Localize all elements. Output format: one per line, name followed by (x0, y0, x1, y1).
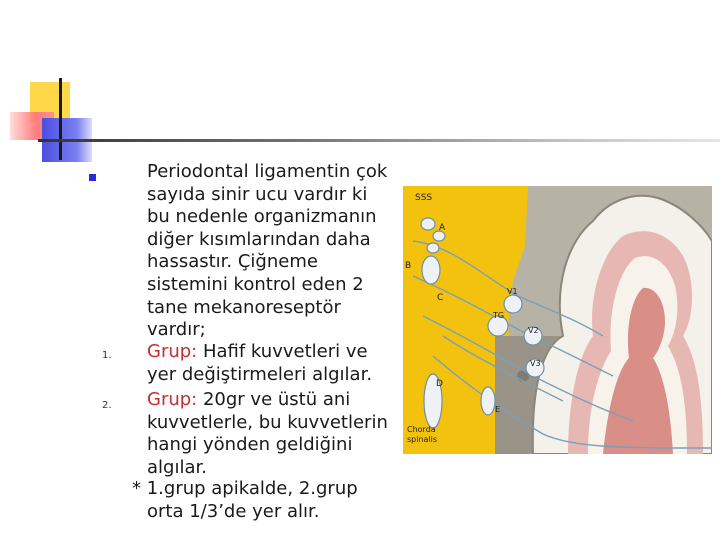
label-spinalis: spinalis (407, 435, 438, 444)
intro-line: sayıda sinir ucu vardır ki (147, 183, 368, 205)
intro-line: tane mekanoreseptör (147, 296, 341, 318)
decor-horizontal-rule (38, 139, 720, 142)
label-v1: V1 (507, 287, 518, 296)
group-label: Grup: (147, 341, 198, 362)
item-2-cont: kuvvetlerle, bu kuvvetlerin (147, 411, 388, 433)
label-tg: TG (493, 311, 505, 320)
label-b: B (405, 261, 412, 271)
intro-line: vardır; (147, 319, 206, 341)
label-sss: SSS (415, 193, 433, 203)
item-2-text: 20gr ve üstü ani (197, 389, 351, 410)
list-number-2: 2. (102, 400, 112, 411)
footnote-line: * 1.grup apikalde, 2.grup (132, 478, 358, 499)
intro-line: hassastır. Çiğneme (147, 251, 318, 273)
item-2-cont: algılar. (147, 456, 207, 478)
v1-node-icon (504, 295, 522, 313)
group-label: Grup: (147, 389, 198, 410)
intro-line: Periodontal ligamentin çok (147, 161, 388, 182)
label-e: E (495, 405, 501, 414)
list-number-1: 1. (102, 350, 112, 361)
label-c: C (437, 293, 444, 303)
intro-line: diğer kısımlarından daha (147, 228, 371, 250)
label-chorda: Chorda (407, 425, 436, 434)
intro-line: bu nedenle organizmanın (147, 206, 377, 228)
label-v3: V3 (530, 359, 541, 368)
label-a: A (439, 223, 446, 233)
label-d: D (436, 379, 443, 389)
intro-paragraph (147, 161, 392, 342)
bullet-square-icon (89, 174, 96, 181)
item-1-line (147, 341, 368, 364)
intro-line: sistemini kontrol eden 2 (147, 273, 364, 295)
tooth-nerve-illustration (403, 186, 712, 454)
item-2-cont: hangi yönden geldiğini (147, 434, 353, 456)
label-v2: V2 (528, 326, 539, 335)
decor-vertical-line (59, 78, 62, 160)
item-1-cont: yer değiştirmeleri algılar. (147, 363, 373, 385)
footnote-line: orta 1/3’de yer alır. (147, 501, 320, 522)
item-2-line (147, 389, 350, 412)
item-1-text: Hafif kuvvetleri ve (197, 341, 368, 362)
